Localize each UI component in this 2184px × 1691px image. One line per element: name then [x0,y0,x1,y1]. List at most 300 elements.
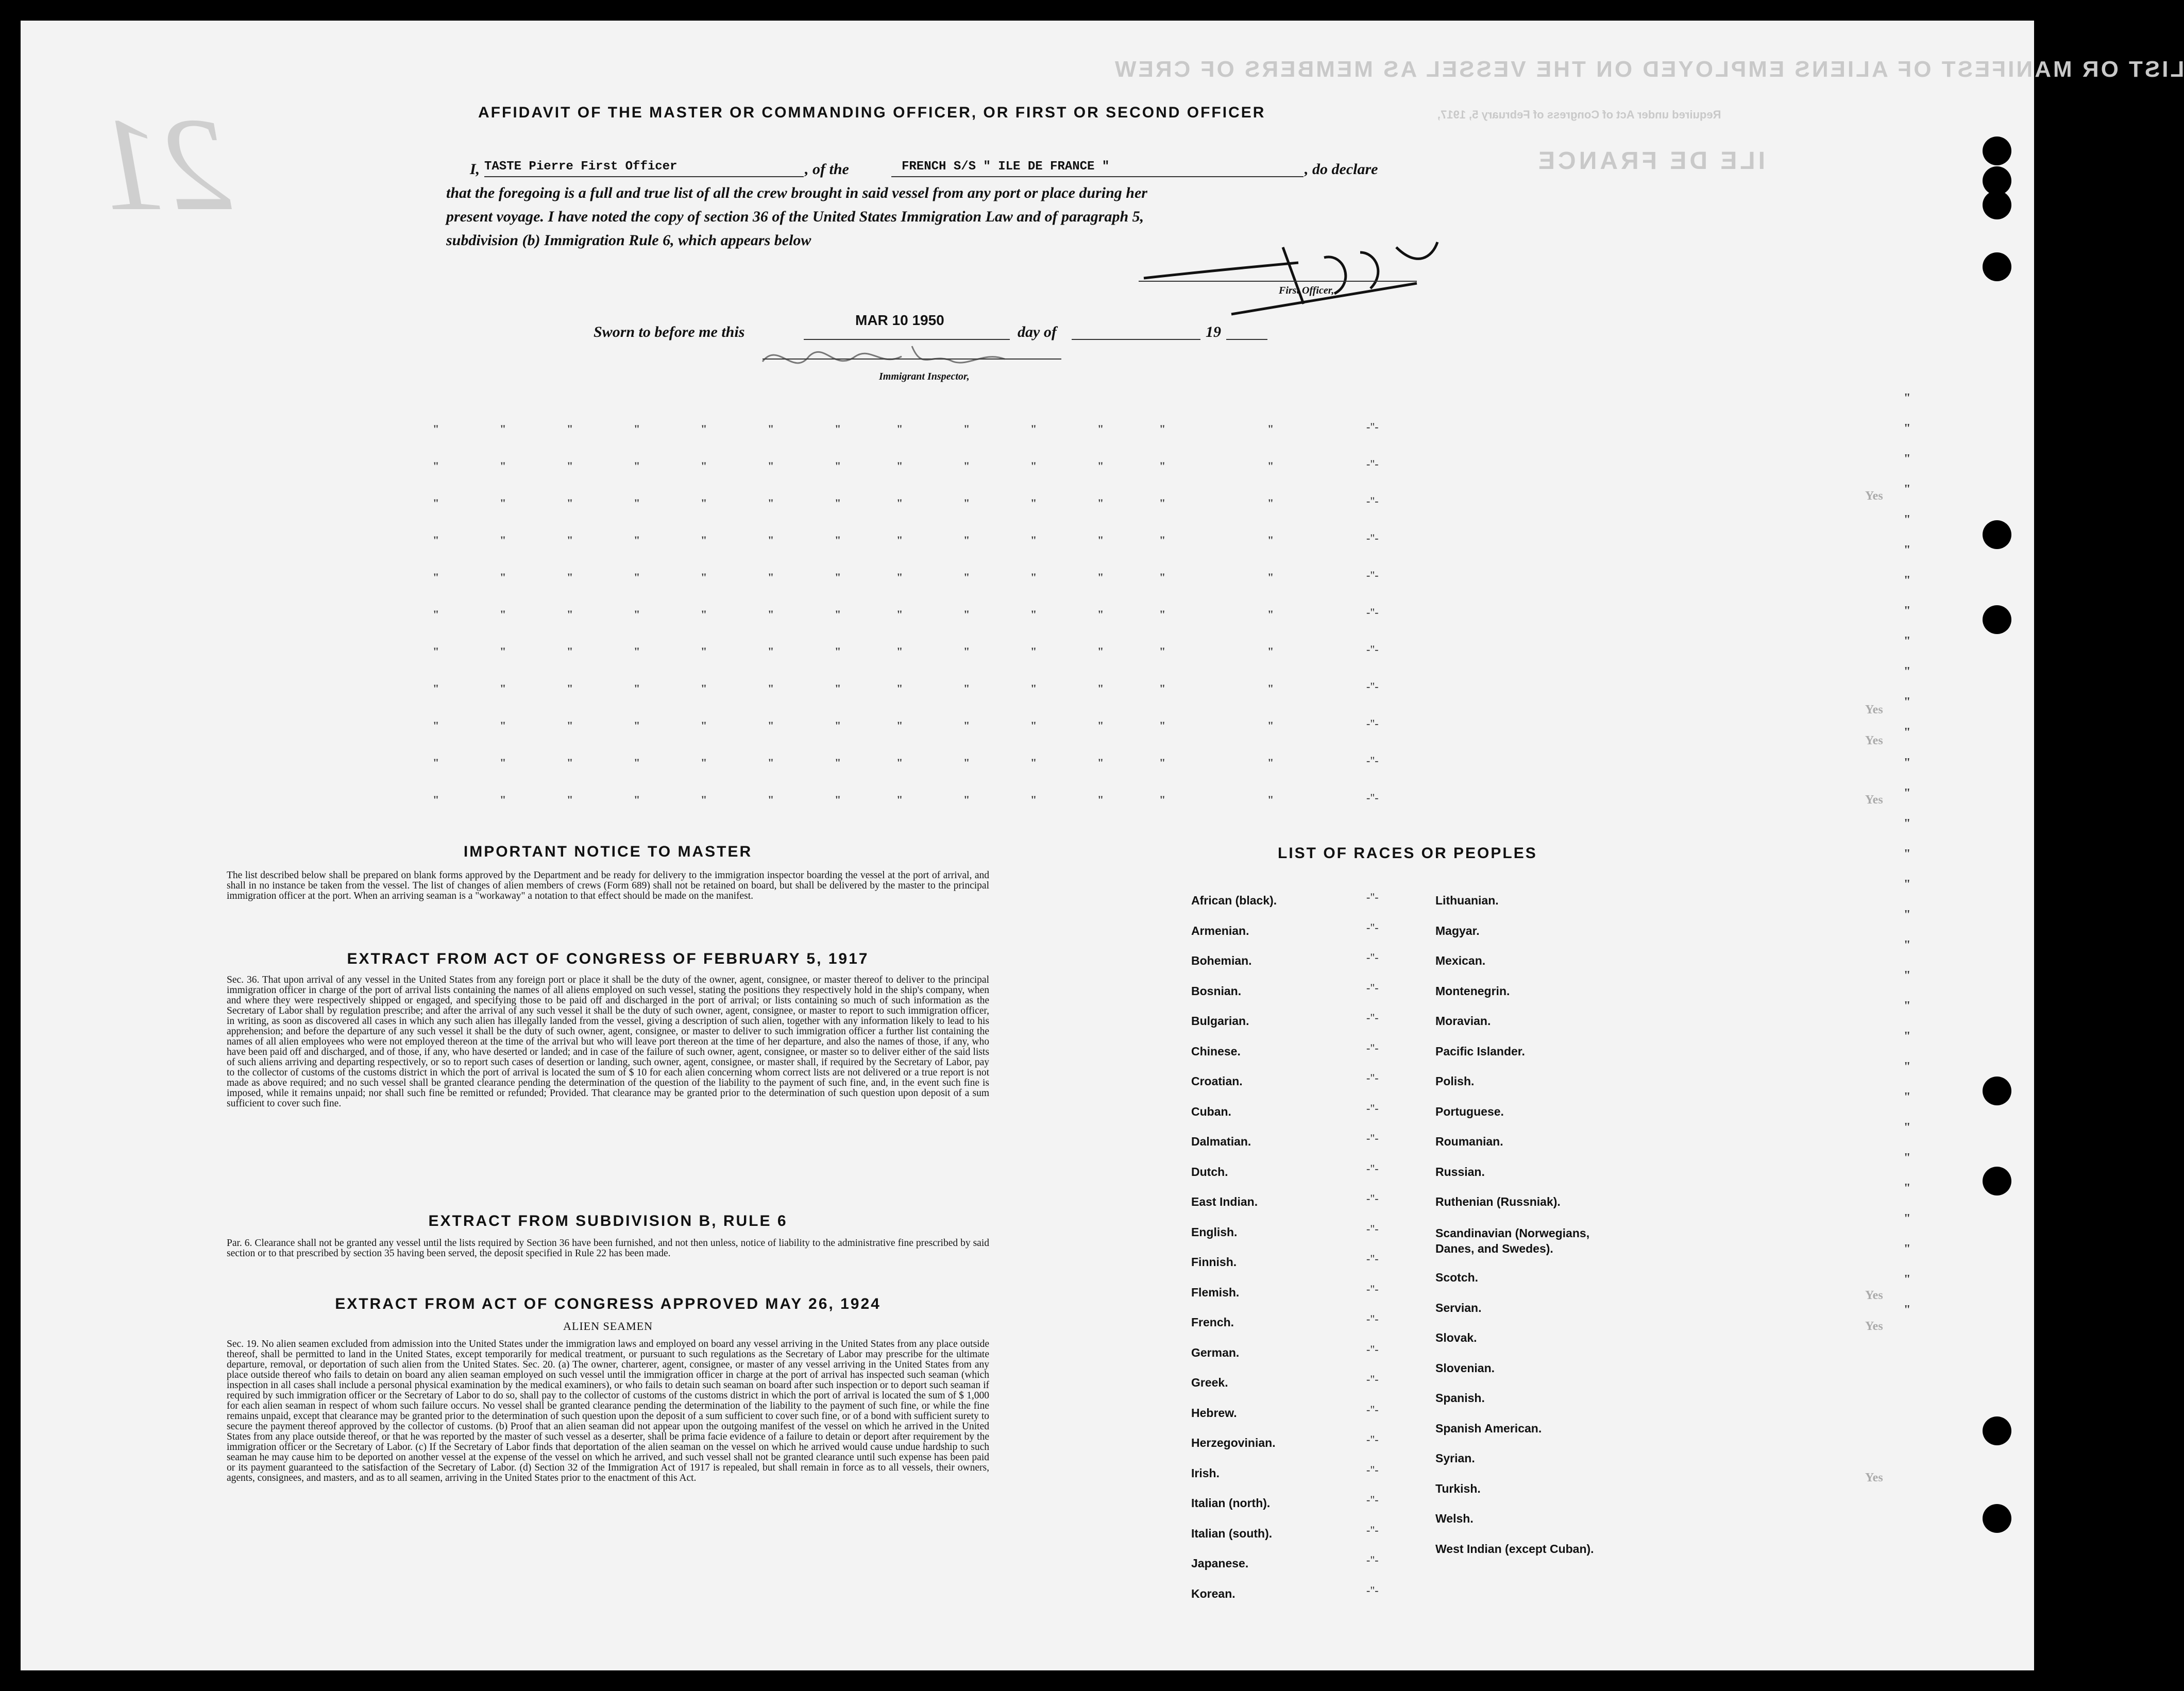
right-column-mark: " [1904,726,1911,739]
ditto-mark: " [1267,497,1274,509]
ditto-dash-mark: -"- [1366,680,1379,693]
ditto-mark: " [433,571,439,584]
right-column-mark: " [1904,513,1911,526]
ditto-dash-mark: -"- [1366,891,1379,903]
ditto-mark: " [1030,719,1037,732]
ditto-mark: " [500,459,506,472]
race-item: English. [1191,1225,1238,1239]
ditto-mark: " [1030,645,1037,658]
right-column-mark: " [1904,695,1911,709]
inspector-signature-line [763,358,1061,360]
ditto-dash-mark: -"- [1366,1162,1379,1175]
ditto-mark: " [1097,793,1104,806]
ditto-dash-mark: -"- [1366,420,1379,433]
ditto-mark: " [1159,422,1166,435]
race-item: Russian. [1435,1165,1485,1178]
race-item: Bosnian. [1191,984,1242,998]
notice-body: The list described below shall be prepared on blank forms approved by the Department and be ready for delivery to the immigration inspector boarding the vessel at the port of arrival, and shall in no instance be taken from the vessel. The list of changes of alien members of crews (Form 689) shall not be retained on board, but shall be delivered by the master to the principal immigration officer at the port. When an arriving seaman is a "workaway" a notation to that effect should be made on the manifest. [227,870,989,901]
right-column-mark: " [1904,787,1911,800]
ditto-mark: " [1030,422,1037,435]
race-item: Scandinavian (Norwegians, Danes, and Swedes). [1435,1226,1590,1255]
races-title: LIST OF RACES OR PEOPLES [1278,845,1537,862]
ditto-dash-mark: -"- [1366,791,1379,804]
ditto-mark: " [768,534,774,546]
right-column-mark: " [1904,1303,1911,1317]
right-column-mark: " [1904,483,1911,496]
ditto-mark: " [567,571,573,584]
punch-hole [1983,1167,2011,1195]
ditto-mark: " [896,608,903,621]
ditto-mark: " [835,571,841,584]
right-column-mark: " [1904,604,1911,618]
race-item: Lithuanian. [1435,894,1499,907]
affidavit-of-the: , of the [805,161,849,178]
ditto-dash-mark: -"- [1366,494,1379,507]
sworn-text: Sworn to before me this [594,323,745,340]
ditto-mark: " [835,719,841,732]
race-item: Japanese. [1191,1557,1249,1570]
ditto-mark: " [567,682,573,695]
ditto-mark: " [500,571,506,584]
right-column-mark: " [1904,756,1911,770]
race-item: Bohemian. [1191,954,1252,967]
right-column-mark: " [1904,543,1911,557]
ditto-mark: " [500,608,506,621]
punch-hole [1983,1416,2011,1445]
ditto-mark: " [634,793,640,806]
ditto-dash-mark: -"- [1366,532,1379,544]
ditto-mark: " [1097,719,1104,732]
officer-name-typed: TASTE Pierre First Officer [484,160,678,174]
ditto-mark: " [701,719,707,732]
ditto-dash-mark: -"- [1366,1553,1379,1566]
extract-1917-title: EXTRACT FROM ACT OF CONGRESS OF FEBRUARY 5, 1917 [347,950,869,967]
ditto-mark: " [1159,534,1166,546]
ditto-mark: " [1267,682,1274,695]
ditto-mark: " [634,719,640,732]
race-item: Dalmatian. [1191,1135,1251,1148]
ditto-mark: " [835,534,841,546]
ditto-mark: " [1159,793,1166,806]
right-column-mark: " [1904,908,1911,921]
right-column-mark: " [1904,1121,1911,1134]
race-item: Syrian. [1435,1451,1475,1465]
ditto-mark: " [701,756,707,769]
ditto-mark: " [896,756,903,769]
ditto-mark: " [1030,459,1037,472]
right-column-mark: " [1904,422,1911,435]
officer-name-line [484,176,804,177]
affidavit-i: I, [470,161,480,178]
ditto-mark: " [1097,459,1104,472]
ditto-dash-mark: -"- [1366,1011,1379,1024]
ditto-dash-mark: -"- [1366,1493,1379,1506]
ditto-mark: " [1267,422,1274,435]
ditto-dash-mark: -"- [1366,1132,1379,1145]
right-column-mark: " [1904,847,1911,861]
vessel-name-typed: FRENCH S/S " ILE DE FRANCE " [902,160,1110,174]
ditto-mark: " [701,645,707,658]
ghost-page-number: 21 [98,90,232,238]
ditto-mark: " [963,645,970,658]
day-of-text: day of [1018,323,1057,340]
ditto-dash-mark: -"- [1366,569,1379,582]
yes-mark: Yes [1865,793,1883,807]
ditto-mark: " [768,719,774,732]
ditto-dash-mark: -"- [1366,981,1379,994]
race-item: Slovak. [1435,1331,1477,1344]
ditto-mark: " [768,571,774,584]
ditto-mark: " [1267,459,1274,472]
race-item: Moravian. [1435,1014,1491,1028]
vessel-name-line [891,176,1303,177]
race-item: Bulgarian. [1191,1014,1249,1028]
ditto-dash-mark: -"- [1366,643,1379,656]
ditto-mark: " [963,682,970,695]
race-item: French. [1191,1316,1234,1329]
race-item: Spanish American. [1435,1421,1542,1435]
ditto-mark: " [1159,497,1166,509]
ditto-mark: " [567,497,573,509]
ditto-mark: " [567,422,573,435]
ghost-required-line: Required under Act of Congress of February 5, 1917, [1437,108,1721,121]
right-column-mark: " [1904,969,1911,982]
affidavit-title: AFFIDAVIT OF THE MASTER OR COMMANDING OFFICER, OR FIRST OR SECOND OFFICER [478,104,1266,121]
right-column-mark: " [1904,574,1911,587]
punch-hole [1983,252,2011,281]
ditto-mark: " [768,645,774,658]
punch-hole [1983,605,2011,634]
ditto-mark: " [1097,682,1104,695]
ditto-dash-mark: -"- [1366,1583,1379,1597]
right-column-mark: " [1904,1090,1911,1104]
ditto-mark: " [433,534,439,546]
ditto-mark: " [634,459,640,472]
ditto-dash-mark: -"- [1366,1222,1379,1235]
yes-mark: Yes [1865,703,1883,716]
race-item: Italian (south). [1191,1526,1273,1540]
ditto-mark: " [896,571,903,584]
race-item: Spanish. [1435,1391,1485,1405]
ditto-mark: " [963,793,970,806]
ditto-mark: " [963,571,970,584]
ditto-mark: " [701,422,707,435]
ditto-mark: " [567,534,573,546]
ditto-mark: " [1097,645,1104,658]
yes-mark: Yes [1865,734,1883,747]
ditto-mark: " [567,793,573,806]
ditto-mark: " [433,645,439,658]
ditto-mark: " [896,719,903,732]
race-item: Polish. [1435,1074,1475,1088]
extract-1924-body: Sec. 19. No alien seamen excluded from admission into the United States under the immigration laws and employed on board any vessel arriving in the United States from any place outside thereof, shall be permitted to land in the United States, except temporarily for medical treatment, or pursuant to such regulations as the Secretary of Labor may prescribe for the ultimate departure, removal, or deportation of such alien from the United States. Sec. 20. (a) The owner, charterer, agent, consignee, or master of any vessel arriving in the United States from any place outside thereof who fails to detain on board any alien seaman employed on such vessel until the immigration officer in charge at the port of arrival has inspected such seaman (which inspection in all cases shall include a personal physical examination by the medical examiners), or who fails to detain such seaman on board after such inspection or to deport such seaman if required by such immigration officer or the Secretary of Labor to do so, shall pay to the collector of customs of the customs district in which the port of arrival is located the sum of $ 1,000 for each alien seaman in respect of whom such failure occurs. No vessel shall be granted clearance pending the determination of the liability to the payment of such fine, or while the fine remains unpaid, except that clearance may be granted prior to the determination of such question upon the deposit of a sum sufficient to cover such fine, or of a bond with sufficient surety to secure the payment thereof approved by the collector of customs. (b) Proof that an alien seaman did not appear upon the outgoing manifest of the vessel on which he arrived in the United States from any place outside thereof, or that he was reported by the master of such vessel as a deserter, shall be prima facie evidence of a failure to detain or deport after requirement by the immigration officer or the Secretary of Labor. (c) If the Secretary of Labor finds that deportation of the alien seaman on the vessel on which he arrived would cause undue hardship to such seaman he may cause him to be deported on another vessel at the expense of the vessel on which he arrived, and such vessel shall not be granted clearance until such expense has been paid or its payment guaranteed to the satisfaction of the Secretary of Labor. (d) Section 32 of the Immigration Act of 1917 is repealed, but shall remain in force as to all vessels, their owners, agents, consignees, and masters, and as to all seamen, arriving in the United States prior to the enactment of this Act. [227,1339,989,1483]
race-item: Magyar. [1435,924,1480,937]
affidavit-do-declare: , do declare [1305,161,1378,178]
ditto-dash-mark: -"- [1366,1282,1379,1295]
ditto-dash-mark: -"- [1366,1463,1379,1476]
ditto-dash-mark: -"- [1366,1433,1379,1446]
ditto-dash-mark: -"- [1366,1342,1379,1356]
right-column-mark: " [1904,1242,1911,1256]
ghost-manifest-title: LIST OR MANIFEST OF ALIENS EMPLOYED ON THE VESSEL AS MEMBERS OF CREW [1113,57,2184,82]
ditto-mark: " [1267,571,1274,584]
sworn-date-stamp: MAR 10 1950 [855,312,944,328]
ditto-mark: " [634,534,640,546]
race-item: Servian. [1435,1301,1482,1314]
ditto-mark: " [500,719,506,732]
ditto-mark: " [768,422,774,435]
ditto-mark: " [1097,608,1104,621]
ditto-mark: " [896,645,903,658]
race-item: Portuguese. [1435,1104,1504,1118]
ditto-mark: " [1267,793,1274,806]
ditto-mark: " [1030,608,1037,621]
ditto-mark: " [963,719,970,732]
punch-hole [1983,520,2011,549]
right-column-mark: " [1904,452,1911,466]
right-column-mark: " [1904,938,1911,952]
affidavit-line-3: present voyage. I have noted the copy of section 36 of the United States Immigration Law and of paragraph 5, [446,208,1144,225]
ditto-mark: " [1030,497,1037,509]
ditto-dash-mark: -"- [1366,1041,1379,1054]
race-item: Korean. [1191,1586,1235,1600]
ditto-mark: " [701,497,707,509]
race-item: Mexican. [1435,954,1486,967]
ditto-dash-mark: -"- [1366,920,1379,934]
right-column-mark: " [1904,635,1911,648]
ditto-mark: " [896,497,903,509]
ditto-mark: " [634,645,640,658]
ditto-dash-mark: -"- [1366,606,1379,619]
right-column-mark: " [1904,1182,1911,1195]
race-item: Chinese. [1191,1044,1241,1058]
race-item: German. [1191,1345,1240,1359]
ditto-mark: " [768,682,774,695]
ditto-mark: " [896,422,903,435]
right-column-mark: " [1904,1030,1911,1043]
ditto-mark: " [1097,534,1104,546]
ditto-mark: " [634,682,640,695]
ditto-mark: " [835,682,841,695]
race-item: Irish. [1191,1466,1220,1480]
ditto-dash-mark: -"- [1366,754,1379,767]
ditto-mark: " [835,608,841,621]
ditto-mark: " [701,793,707,806]
ditto-dash-mark: -"- [1366,1071,1379,1084]
race-item: West Indian (except Cuban). [1435,1542,1594,1556]
ditto-mark: " [500,534,506,546]
ditto-mark: " [433,608,439,621]
yes-mark: Yes [1865,1471,1883,1484]
ditto-mark: " [701,571,707,584]
ditto-dash-mark: -"- [1366,1101,1379,1115]
ditto-mark: " [433,719,439,732]
extract-rule6-title: EXTRACT FROM SUBDIVISION B, RULE 6 [428,1212,788,1229]
right-column-mark: " [1904,817,1911,830]
right-column-mark: " [1904,878,1911,891]
race-item: Scotch. [1435,1271,1479,1284]
yes-mark: Yes [1865,1289,1883,1302]
notice-title: IMPORTANT NOTICE TO MASTER [463,843,753,860]
yes-mark: Yes [1865,1320,1883,1333]
ditto-mark: " [634,497,640,509]
ditto-mark: " [634,571,640,584]
ditto-mark: " [768,497,774,509]
ditto-mark: " [1097,422,1104,435]
race-item: Croatian. [1191,1074,1243,1088]
race-item: Cuban. [1191,1104,1231,1118]
ditto-mark: " [896,682,903,695]
punch-hole [1983,1504,2011,1533]
manifest-page [21,21,2184,1670]
ditto-mark: " [1097,497,1104,509]
ditto-dash-mark: -"- [1366,1252,1379,1265]
right-column-mark: " [1904,665,1911,678]
ditto-mark: " [433,793,439,806]
extract-1924-subtitle: ALIEN SEAMEN [563,1320,653,1333]
ditto-mark: " [1159,571,1166,584]
ditto-mark: " [1030,571,1037,584]
ditto-dash-mark: -"- [1366,1403,1379,1416]
ditto-mark: " [634,756,640,769]
race-item: Ruthenian (Russniak). [1435,1195,1561,1208]
ditto-mark: " [835,459,841,472]
ditto-dash-mark: -"- [1366,1373,1379,1386]
ditto-mark: " [1159,608,1166,621]
ditto-mark: " [701,534,707,546]
officer-signature-label: First Officer, [1279,285,1334,296]
race-item: East Indian. [1191,1195,1258,1208]
ditto-mark: " [433,459,439,472]
ditto-mark: " [896,793,903,806]
punch-hole [1983,1077,2011,1105]
officer-signature-line [1139,281,1417,282]
ditto-mark: " [1159,719,1166,732]
right-column-mark: " [1904,391,1911,405]
ditto-mark: " [835,497,841,509]
ditto-mark: " [701,459,707,472]
ditto-mark: " [1159,459,1166,472]
inspector-label: Immigrant Inspector, [879,371,970,382]
ditto-mark: " [433,756,439,769]
ditto-mark: " [1030,534,1037,546]
race-item: Welsh. [1435,1512,1474,1525]
ditto-mark: " [1097,571,1104,584]
ditto-dash-mark: -"- [1366,1312,1379,1325]
extract-1924-title: EXTRACT FROM ACT OF CONGRESS APPROVED MAY 26, 1924 [335,1295,881,1312]
ditto-mark: " [963,608,970,621]
ditto-mark: " [567,719,573,732]
ditto-mark: " [1030,793,1037,806]
right-column-mark: " [1904,1060,1911,1073]
ditto-dash-mark: -"- [1366,951,1379,964]
punch-hole [1983,191,2011,219]
ditto-mark: " [768,793,774,806]
ditto-mark: " [567,645,573,658]
ditto-mark: " [500,793,506,806]
ditto-mark: " [433,497,439,509]
right-column-mark: " [1904,1212,1911,1225]
ditto-mark: " [500,645,506,658]
ghost-vessel-name: ILE DE FRANCE [1535,147,1766,175]
right-column-mark: " [1904,1151,1911,1165]
ditto-mark: " [433,422,439,435]
ditto-mark: " [1267,719,1274,732]
year-line [1226,339,1267,340]
ditto-mark: " [768,459,774,472]
extract-1917-body: Sec. 36. That upon arrival of any vessel in the United States from any foreign port or place it shall be the duty of the owner, agent, consignee, or master thereof to deliver to the principal immigration officer in charge of the port of arrival lists containing the names of all aliens employed on such vessel, stating the positions they respectively hold in the ship's company, when and where they were respectively shipped or engaged, and specifying those to be paid off and discharged in the port of arrival; or lists containing so much of such information as the Secretary of Labor shall by regulation prescribe; and after the arrival of any such vessel it shall be the duty of such owner, agent, consignee, or master to report to such immigration officer, in writing, as soon as discovered all cases in which any such alien has illegally landed from the vessel, giving a description of such alien, together with any information likely to lead to his apprehension; and before the departure of any such vessel it shall be the duty of such owner, agent, consignee, or master to deliver to such immigration officer a further list containing the names of all alien employees who were not employed thereon at the time of the arrival but who will leave port thereon at the time of her departure, and also the names of those, if any, who have been paid off and discharged, and of those, if any, who have deserted or landed; and in case of the failure of such owner, agent, consignee, or master so to deliver either of the said lists of such aliens arriving and departing respectively, or so to report such cases of desertion or landing, such owner, agent, consignee, or master shall, if required by the Secretary of Labor, pay to the collector of customs of the customs district in which the port of arrival is located the sum of $ 10 for each alien concerning whom correct lists are not delivered or a true report is not made as above required; and no such vessel shall be granted clearance pending the determination of the question of the liability to the payment of such fine, and, in the event such fine is imposed, while it remains unpaid; nor shall such fine be remitted or refunded; Provided. That clearance may be granted prior to the determination of such question upon deposit of a sum sufficient to cover such fine. [227,975,989,1109]
affidavit-line-2: that the foregoing is a full and true list of all the crew brought in said vessel from any port or place during her [446,184,1147,201]
race-item: Italian (north). [1191,1496,1271,1510]
punch-hole [1983,136,2011,165]
ditto-mark: " [768,608,774,621]
ditto-mark: " [500,682,506,695]
ditto-mark: " [634,608,640,621]
ditto-mark: " [500,422,506,435]
ditto-mark: " [500,497,506,509]
ditto-mark: " [963,422,970,435]
race-item: Armenian. [1191,924,1249,937]
ditto-mark: " [1267,645,1274,658]
ditto-mark: " [1159,682,1166,695]
race-item: Finnish. [1191,1255,1237,1269]
race-item: Dutch. [1191,1165,1228,1178]
ditto-mark: " [500,756,506,769]
ditto-mark: " [567,608,573,621]
ditto-dash-mark: -"- [1366,1192,1379,1205]
ditto-mark: " [1030,756,1037,769]
ditto-mark: " [768,756,774,769]
ditto-mark: " [835,422,841,435]
ditto-mark: " [433,682,439,695]
race-item: Flemish. [1191,1285,1240,1299]
ditto-mark: " [963,497,970,509]
race-item: Roumanian. [1435,1135,1503,1148]
right-column-mark: " [1904,999,1911,1013]
ditto-mark: " [1159,645,1166,658]
ditto-mark: " [896,459,903,472]
ditto-mark: " [963,459,970,472]
ditto-mark: " [1267,534,1274,546]
ditto-mark: " [963,534,970,546]
race-item: Turkish. [1435,1481,1481,1495]
race-item: Pacific Islander. [1435,1044,1525,1058]
ditto-mark: " [896,534,903,546]
ditto-mark: " [634,422,640,435]
ditto-mark: " [1030,682,1037,695]
race-item: Slovenian. [1435,1361,1495,1375]
race-item: Hebrew. [1191,1406,1237,1420]
ditto-mark: " [1097,756,1104,769]
month-line [1072,339,1200,340]
ditto-dash-mark: -"- [1366,1523,1379,1536]
ditto-dash-mark: -"- [1366,457,1379,470]
affidavit-line-4: subdivision (b) Immigration Rule 6, which appears below [446,232,811,249]
ditto-mark: " [963,756,970,769]
ditto-mark: " [835,793,841,806]
ditto-mark: " [567,756,573,769]
right-column-mark: " [1904,1273,1911,1286]
race-item: Herzegovinian. [1191,1436,1276,1449]
race-item: Greek. [1191,1376,1228,1389]
year-prefix: 19 [1206,323,1221,340]
yes-mark: Yes [1865,489,1883,503]
ditto-mark: " [835,756,841,769]
ditto-mark: " [701,608,707,621]
ditto-mark: " [1267,608,1274,621]
race-item: African (black). [1191,894,1277,907]
ditto-mark: " [701,682,707,695]
